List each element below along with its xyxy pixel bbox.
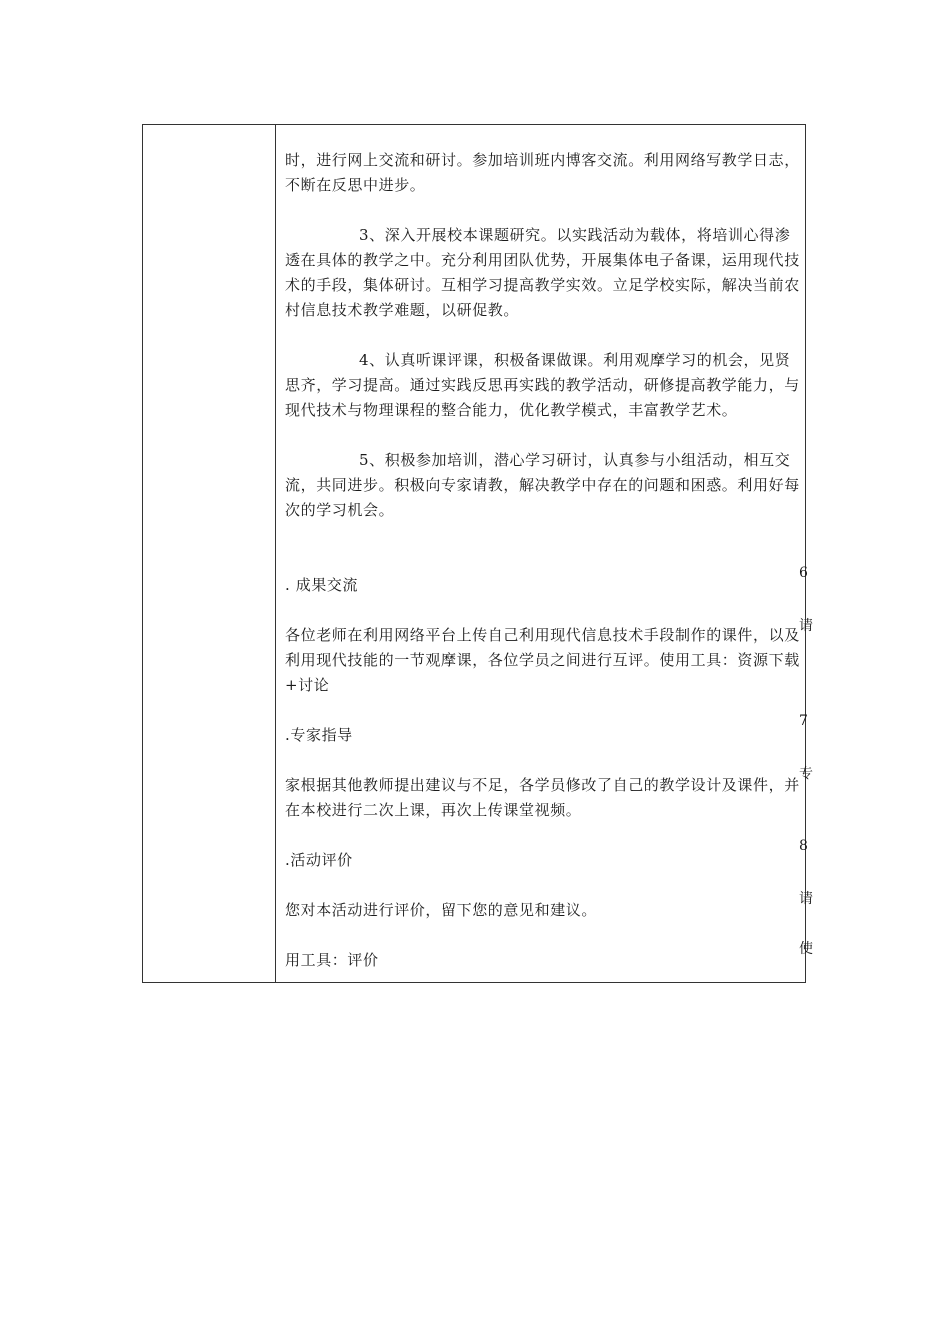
section-8-body: 您对本活动进行评价，留下您的意见和建议。 <box>285 901 598 919</box>
section-8-title: .活动评价 <box>285 851 353 869</box>
section-7-title: .专家指导 <box>285 726 353 744</box>
margin-number-6: 6 <box>799 565 808 581</box>
margin-char-8b: 使 <box>799 941 813 957</box>
margin-char-8a: 请 <box>799 891 813 907</box>
paragraph-4: 4、认真听课评课，积极备课做课。利用观摩学习的机会，见贤思齐，学习提高。通过实践反思再实践的教学活动，研修提高教学能力，与现代技术与物理课程的整合能力，优化教学模式，丰富教学艺术。 <box>285 351 800 419</box>
margin-char-6: 请 <box>799 618 813 634</box>
paragraph-5: 5、积极参加培训，潜心学习研讨，认真参与小组活动，相互交流，共同进步。积极向专家请教，解决教学中存在的问题和困惑。利用好每次的学习机会。 <box>285 451 800 519</box>
right-cell-content <box>285 148 801 973</box>
paragraph-intro: 时，进行网上交流和研讨。参加培训班内博客交流。利用网络写教学日志，不断在反思中进步。 <box>285 151 800 194</box>
column-divider <box>275 124 276 983</box>
margin-number-8: 8 <box>799 838 808 854</box>
margin-char-7: 专 <box>799 766 813 782</box>
section-7-body: 家根据其他教师提出建议与不足，各学员修改了自己的教学设计及课件，并在本校进行二次上课，再次上传课堂视频。 <box>285 776 800 819</box>
section-6-body: 各位老师在利用网络平台上传自己利用现代信息技术手段制作的课件，以及利用现代技能的一节观摩课，各位学员之间进行互评。使用工具：资源下载+讨论 <box>285 626 800 694</box>
margin-number-7: 7 <box>799 713 808 729</box>
section-8-tool: 用工具：评价 <box>285 951 379 969</box>
paragraph-3: 3、深入开展校本课题研究。以实践活动为载体，将培训心得渗透在具体的教学之中。充分利用团队优势，开展集体电子备课，运用现代技术的手段，集体研讨。互相学习提高教学实效。立足学校实际，解决当前农村信息技术教学难题，以研促教。 <box>285 226 800 319</box>
section-6-title: . 成果交流 <box>285 576 359 594</box>
